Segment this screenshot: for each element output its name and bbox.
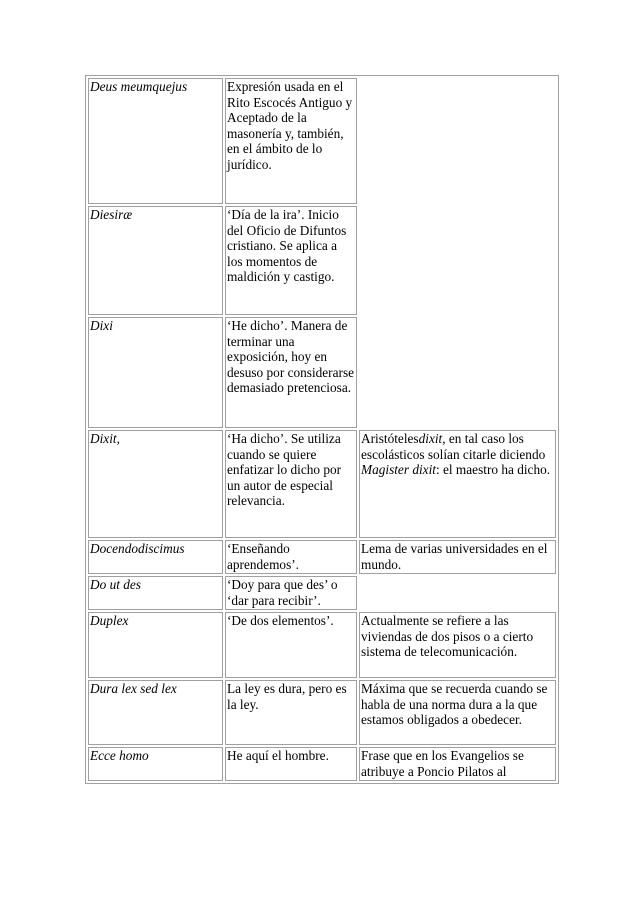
empty-note-area — [359, 78, 556, 428]
latin-expressions-table — [85, 75, 559, 784]
term-cell: Dura lex sed lex — [88, 680, 223, 745]
table-row — [88, 747, 556, 781]
definition-cell: ‘De dos elementos’. — [225, 612, 357, 678]
definition-cell: ‘Doy para que des’ o ‘dar para recibir’. — [225, 576, 357, 610]
definition-cell: La ley es dura, pero es la ley. — [225, 680, 357, 745]
definition-cell: Expresión usada en el Rito Escocés Antiguo y Aceptado de la masonería y, también, en el ámbito de lo jurídico. — [225, 78, 357, 204]
note-cell — [359, 430, 556, 538]
table-row — [88, 680, 556, 745]
table-row — [88, 78, 556, 204]
empty-note-cell — [359, 576, 556, 610]
term-text: Dixit, — [90, 431, 120, 446]
note-italic-text: Magister dixit — [361, 462, 436, 478]
table-row — [88, 612, 556, 678]
definition-cell: ‘Enseñando aprendemos’. — [225, 540, 357, 574]
note-text: : el maestro ha dicho. — [435, 462, 551, 478]
note-text: , en tal caso los escolásticos solían citarle diciendo — [361, 431, 546, 462]
term-cell: Dixi — [88, 317, 223, 428]
term-cell: Diesiræ — [88, 206, 223, 315]
note-text: Aristóteles — [361, 431, 419, 446]
note-cell: Máxima que se recuerda cuando se habla de una norma dura a la que estamos obligados a obedecer. — [359, 680, 556, 745]
note-cell: Frase que en los Evangelios se atribuye a Poncio Pilatos al — [359, 747, 556, 781]
term-cell: Deus meumquejus — [88, 78, 223, 204]
term-cell: Docendodiscimus — [88, 540, 223, 574]
note-italic-text: dixit — [418, 431, 443, 446]
term-cell: Ecce homo — [88, 747, 223, 781]
definition-cell: ‘He dicho’. Manera de terminar una exposición, hoy en desuso por considerarse demasiado pretenciosa. — [225, 317, 357, 428]
definition-cell: ‘Día de la ira’. Inicio del Oficio de Difuntos cristiano. Se aplica a los momentos de maldición y castigo. — [225, 206, 357, 315]
definition-cell: He aquí el hombre. — [225, 747, 357, 781]
definition-cell: ‘Ha dicho’. Se utiliza cuando se quiere enfatizar lo dicho por un autor de especial relevancia. — [225, 430, 357, 538]
term-cell — [88, 430, 223, 538]
table-row — [88, 430, 556, 538]
term-cell: Do ut des — [88, 576, 223, 610]
table-row — [88, 540, 556, 574]
term-cell: Duplex — [88, 612, 223, 678]
note-cell: Lema de varias universidades en el mundo. — [359, 540, 556, 574]
table-row — [88, 576, 556, 610]
note-cell: Actualmente se refiere a las viviendas de dos pisos o a cierto sistema de telecomunicación. — [359, 612, 556, 678]
